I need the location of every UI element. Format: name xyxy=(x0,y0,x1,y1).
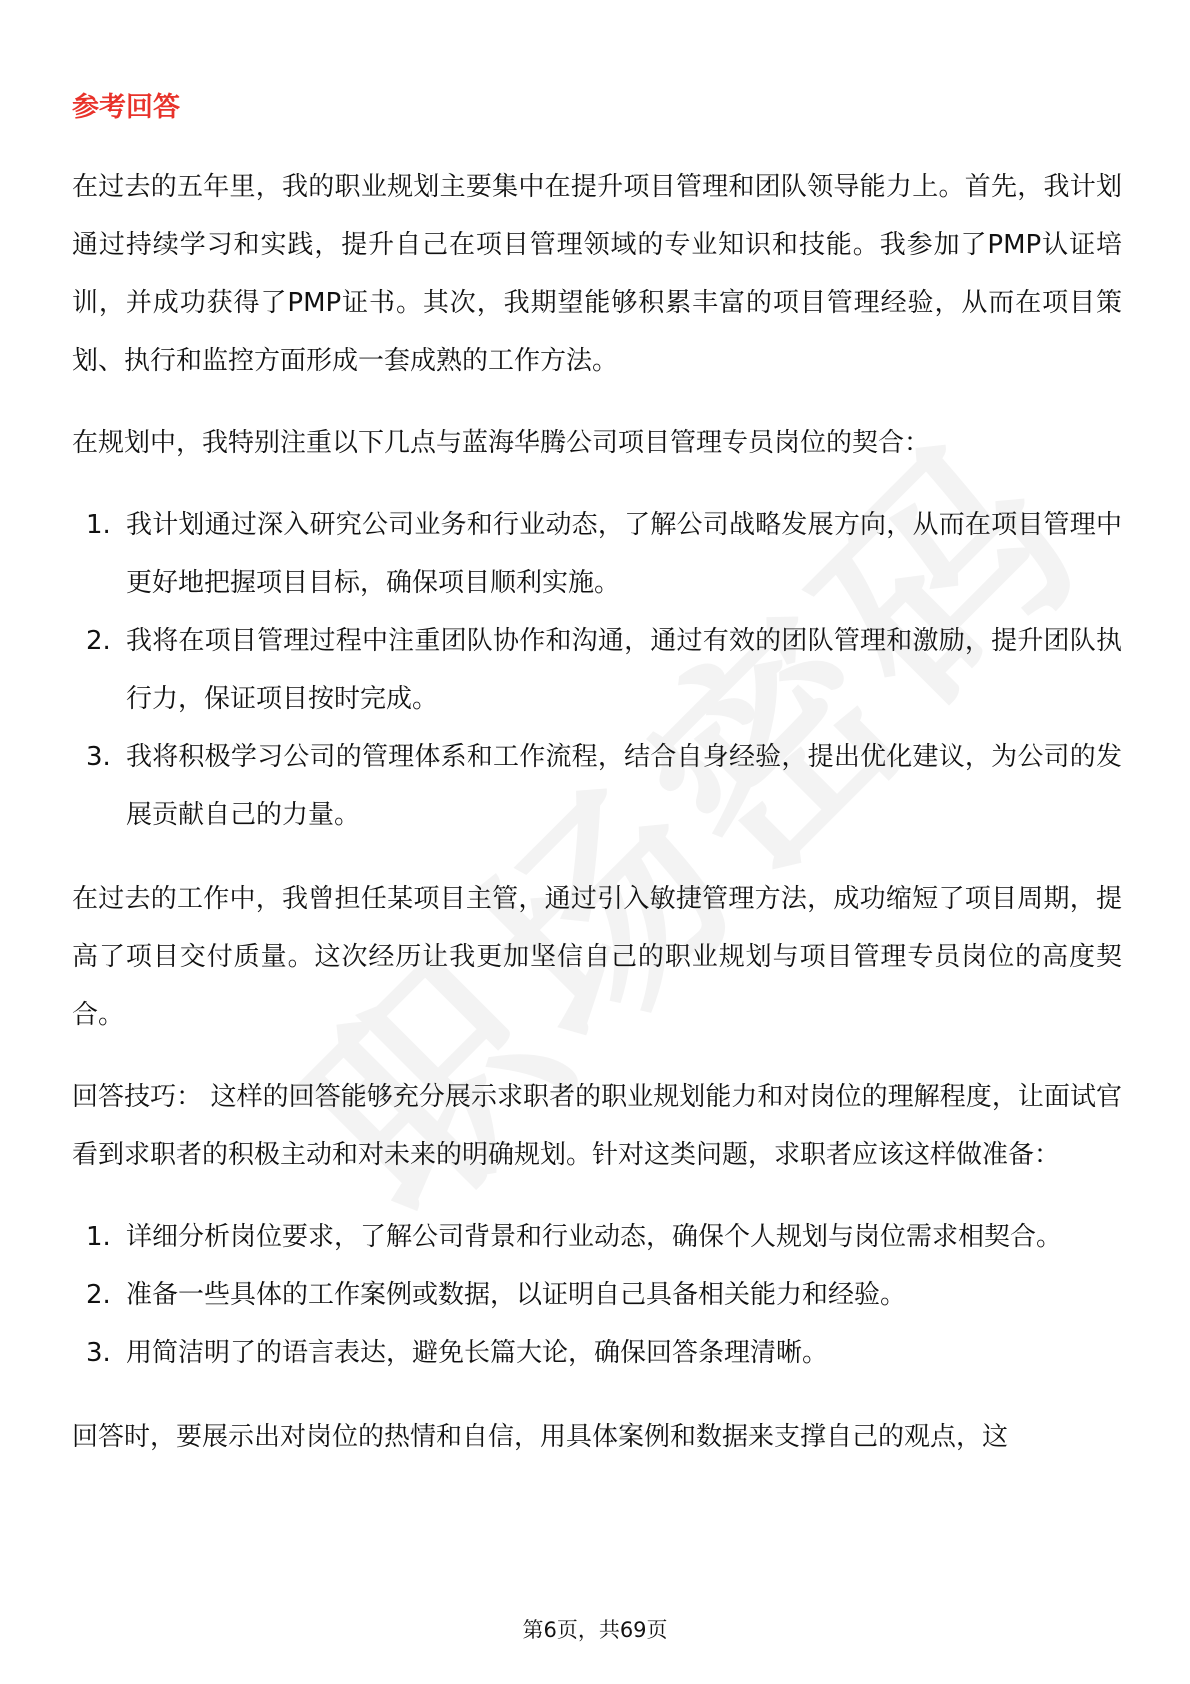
paragraph-tips: 回答技巧： 这样的回答能够充分展示求职者的职业规划能力和对岗位的理解程度，让面试官看到求职者的积极主动和对未来的明确规划。针对这类问题，求职者应该这样做准备： xyxy=(72,1082,1122,1170)
list-item xyxy=(72,496,1122,612)
fit-points-list xyxy=(72,496,1122,844)
list-number: 1. xyxy=(86,1222,111,1252)
list-item xyxy=(72,1266,1122,1324)
list-number: 2. xyxy=(86,626,111,656)
section-heading: 参考回答 xyxy=(72,92,180,123)
list-item xyxy=(72,1324,1122,1382)
list-item-text: 准备一些具体的工作案例或数据，以证明自己具备相关能力和经验。 xyxy=(126,1280,907,1310)
page-number: 第6页，共69页 xyxy=(522,1618,668,1642)
list-item-text: 详细分析岗位要求，了解公司背景和行业动态，确保个人规划与岗位需求相契合。 xyxy=(126,1222,1063,1252)
list-item xyxy=(72,612,1122,728)
list-number: 3. xyxy=(86,1338,111,1368)
list-item xyxy=(72,1208,1122,1266)
document-body xyxy=(72,88,1122,1490)
list-number: 1. xyxy=(86,510,111,540)
list-item-text: 用简洁明了的语言表达，避免长篇大论，确保回答条理清晰。 xyxy=(126,1338,829,1368)
list-item-text: 我计划通过深入研究公司业务和行业动态，了解公司战略发展方向，从而在项目管理中更好地把握项目目标，确保项目顺利实施。 xyxy=(126,510,1122,598)
paragraph-intro: 在过去的五年里，我的职业规划主要集中在提升项目管理和团队领导能力上。首先，我计划通过持续学习和实践，提升自己在项目管理领域的专业知识和技能。我参加了PMP认证培训，并成功获得了PMP证书。其次，我期望能够积累丰富的项目管理经验，从而在项目策划、执行和监控方面形成一套成熟的工作方法。 xyxy=(72,172,1122,376)
list-item-text: 我将积极学习公司的管理体系和工作流程，结合自身经验，提出优化建议，为公司的发展贡献自己的力量。 xyxy=(126,742,1122,830)
list-item-text: 我将在项目管理过程中注重团队协作和沟通，通过有效的团队管理和激励，提升团队执行力，保证项目按时完成。 xyxy=(126,626,1122,714)
paragraph-experience: 在过去的工作中，我曾担任某项目主管，通过引入敏捷管理方法，成功缩短了项目周期，提高了项目交付质量。这次经历让我更加坚信自己的职业规划与项目管理专员岗位的高度契合。 xyxy=(72,884,1122,1030)
preparation-list xyxy=(72,1208,1122,1382)
paragraph-closing: 回答时，要展示出对岗位的热情和自信，用具体案例和数据来支撑自己的观点，这 xyxy=(72,1422,1009,1452)
list-number: 2. xyxy=(86,1280,111,1310)
list-number: 3. xyxy=(86,742,111,772)
paragraph-fit-intro: 在规划中，我特别注重以下几点与蓝海华腾公司项目管理专员岗位的契合： xyxy=(72,428,931,458)
list-item xyxy=(72,728,1122,844)
